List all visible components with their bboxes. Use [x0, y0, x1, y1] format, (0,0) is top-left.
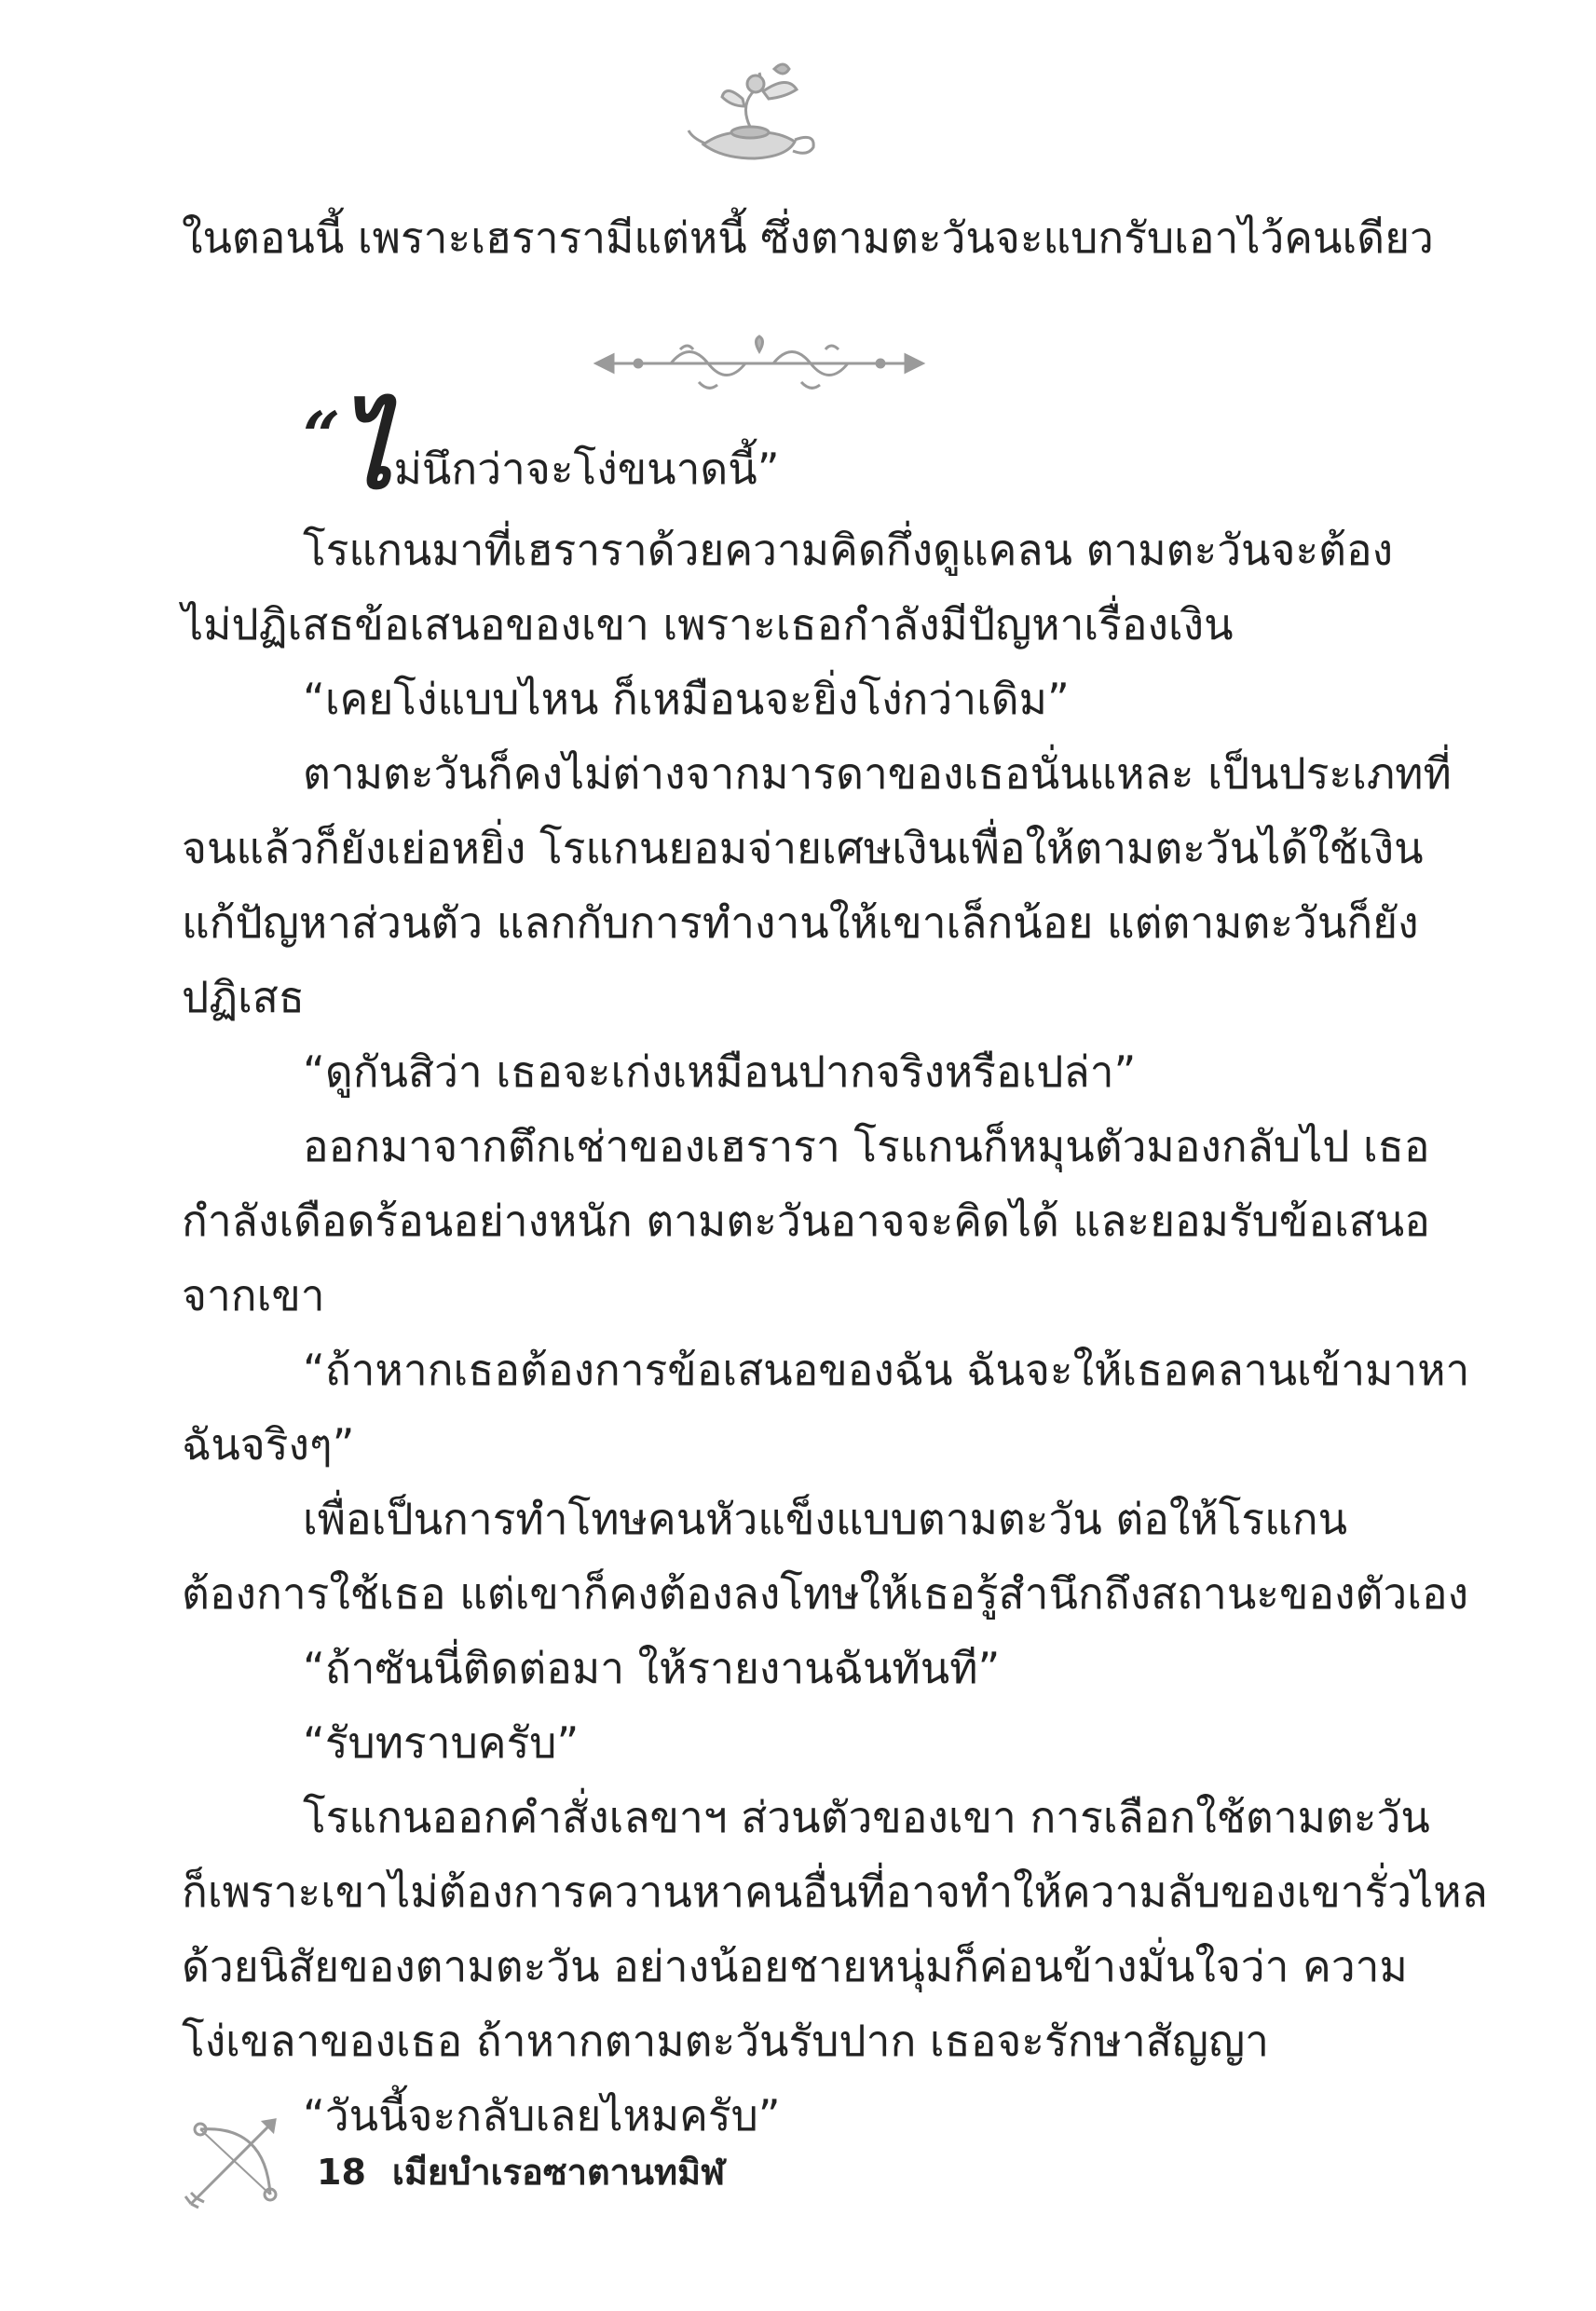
- dropcap-letter: ไ: [340, 391, 392, 512]
- body-line: โง่เขลาของเธอ ถ้าหากตามตะวันรับปาก เธอจะรักษาสัญญา: [182, 2016, 1270, 2066]
- page-footer: [317, 2143, 725, 2200]
- body-line: ก็เพราะเขาไม่ต้องการควานหาคนอื่นที่อาจทำให้ความลับของเขารั่วไหล: [182, 1867, 1488, 1917]
- body-line: “ดูกันสิว่า เธอจะเก่งเหมือนปากจริงหรือเปล่า”: [303, 1046, 1137, 1097]
- body-line: กำลังเดือดร้อนอย่างหนัก ตามตะวันอาจจะคิดได้ และยอมรับข้อเสนอ: [182, 1196, 1430, 1246]
- body-line: โรแกนมาที่เฮราราด้วยความคิดกึ่งดูแคลน ตามตะวันจะต้อง: [303, 525, 1394, 575]
- genie-lamp-icon: [685, 56, 825, 168]
- body-line: จากเขา: [182, 1270, 325, 1320]
- body-line: “ถ้าหากเธอต้องการข้อเสนอของฉัน ฉันจะให้เธอคลานเข้ามาหา: [303, 1345, 1470, 1395]
- body-line: ด้วยนิสัยของตามตะวัน อย่างน้อยชายหนุ่มก็ค่อนข้างมั่นใจว่า ความ: [182, 1941, 1408, 1991]
- body-line: “ถ้าซันนี่ติดต่อมา ให้รายงานฉันทันที”: [303, 1643, 1001, 1693]
- body-line: โรแกนออกคำสั่งเลขาฯ ส่วนตัวของเขา การเลือกใช้ตามตะวัน: [303, 1792, 1430, 1842]
- body-line: ปฏิเสธ: [182, 972, 305, 1022]
- page-number: 18: [317, 2152, 366, 2193]
- book-title: เมียบำเรอซาตานทมิฬ: [391, 2152, 726, 2193]
- body-line: ไม่ปฏิเสธข้อเสนอของเขา เพราะเธอกำลังมีปัญหาเรื่องเงิน: [182, 599, 1234, 650]
- body-line: ออกมาจากตึกเช่าของเฮรารา โรแกนก็หมุนตัวมองกลับไป เธอ: [303, 1121, 1430, 1171]
- body-line: แก้ปัญหาส่วนตัว แลกกับการทำงานให้เขาเล็กน้อย แต่ตามตะวันก็ยัง: [182, 897, 1419, 948]
- body-line: “เคยโง่แบบไหน ก็เหมือนจะยิ่งโง่กว่าเดิม”: [303, 674, 1070, 724]
- dropcap-rest-text: ม่นึกว่าจะโง่ขนาดนี้”: [393, 444, 780, 494]
- body-line: เพื่อเป็นการทำโทษคนหัวแข็งแบบตามตะวัน ต่อให้โรแกน: [303, 1494, 1348, 1544]
- body-line: ต้องการใช้เธอ แต่เขาก็คงต้องลงโทษให้เธอรู้สำนึกถึงสถานะของตัวเอง: [182, 1568, 1469, 1619]
- bow-arrow-icon: [182, 2111, 293, 2213]
- body-line: “รับทราบครับ”: [303, 1717, 580, 1768]
- body-line: ในตอนนี้ เพราะเฮรารามีแต่หนี้ ซึ่งตามตะวันจะแบกรับเอาไว้คนเดียว: [182, 212, 1434, 263]
- dropcap-paragraph: [303, 391, 780, 512]
- floral-divider-icon: [587, 331, 932, 396]
- body-line: จนแล้วก็ยังเย่อหยิ่ง โรแกนยอมจ่ายเศษเงินเพื่อให้ตามตะวันได้ใช้เงิน: [182, 823, 1424, 873]
- dropcap-quote-mark: “: [303, 397, 341, 474]
- body-line: “วันนี้จะกลับเลยไหมครับ”: [303, 2090, 781, 2140]
- body-line: ตามตะวันก็คงไม่ต่างจากมารดาของเธอนั่นแหละ เป็นประเภทที่: [303, 748, 1452, 799]
- body-line: ฉันจริงๆ”: [182, 1419, 355, 1470]
